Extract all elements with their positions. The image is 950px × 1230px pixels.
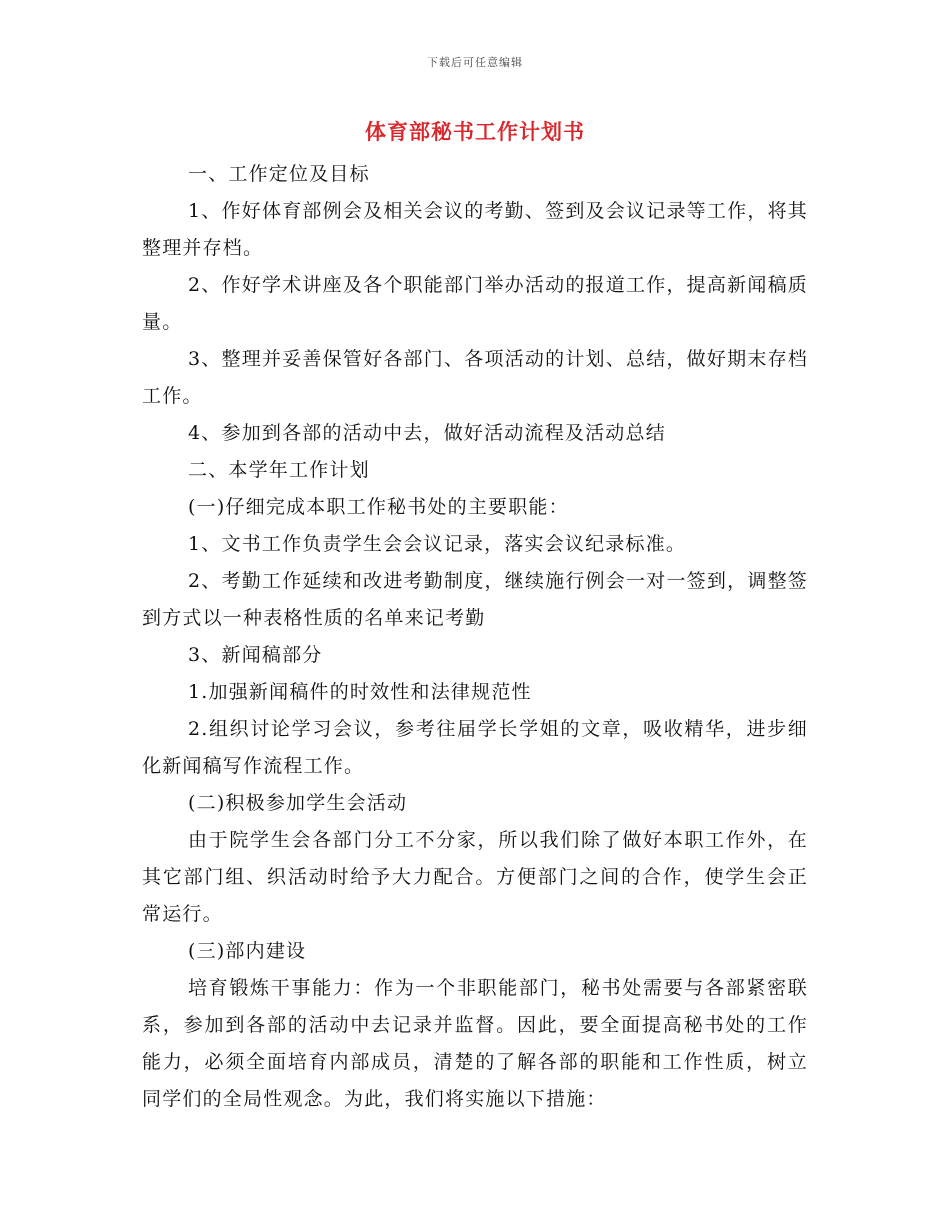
document-body bbox=[142, 156, 808, 1118]
section-heading-2: 二、本学年工作计划 bbox=[188, 459, 370, 481]
subsection-heading: (三)部内建设 bbox=[188, 940, 307, 962]
paragraph: 2、作好学术讲座及各个职能部门举办活动的报道工作，提高新闻稿质量。 bbox=[142, 274, 808, 333]
paragraph: 1.加强新闻稿件的时效性和法律规范性 bbox=[188, 681, 532, 703]
section-heading-1: 一、工作定位及目标 bbox=[188, 163, 370, 185]
paragraph: 2.组织讨论学习会议，参考往届学长学姐的文章，吸收精华，进步细化新闻稿写作流程工作。 bbox=[142, 718, 808, 777]
paragraph: 由于院学生会各部门分工不分家，所以我们除了做好本职工作外，在其它部门组、织活动时给予大力配合。方便部门之间的合作，使学生会正常运行。 bbox=[142, 829, 808, 925]
paragraph: 3、整理并妥善保管好各部门、各项活动的计划、总结，做好期末存档工作。 bbox=[142, 348, 808, 407]
header-note: 下载后可任意编辑 bbox=[427, 56, 523, 69]
paragraph: 1、作好体育部例会及相关会议的考勤、签到及会议记录等工作，将其整理并存档。 bbox=[142, 200, 808, 259]
paragraph: 培育锻炼干事能力：作为一个非职能部门，秘书处需要与各部紧密联系，参加到各部的活动中去记录并监督。因此，要全面提高秘书处的工作能力，必须全面培育内部成员，清楚的了解各部的职能和工作性质，树立同学们的全局性观念。为此，我们将实施以下措施： bbox=[142, 977, 808, 1110]
document-title: 体育部秘书工作计划书 bbox=[365, 119, 585, 144]
paragraph: 1、文书工作负责学生会会议记录，落实会议纪录标准。 bbox=[188, 533, 687, 555]
paragraph: 2、考勤工作延续和改进考勤制度，继续施行例会一对一签到，调整签到方式以一种表格性质的名单来记考勤 bbox=[142, 570, 808, 629]
subsection-heading: (一)仔细完成本职工作秘书处的主要职能： bbox=[188, 496, 569, 518]
subsection-heading: (二)积极参加学生会活动 bbox=[188, 792, 408, 814]
paragraph: 3、新闻稿部分 bbox=[188, 644, 323, 666]
paragraph: 4、参加到各部的活动中去，做好活动流程及活动总结 bbox=[188, 422, 666, 444]
